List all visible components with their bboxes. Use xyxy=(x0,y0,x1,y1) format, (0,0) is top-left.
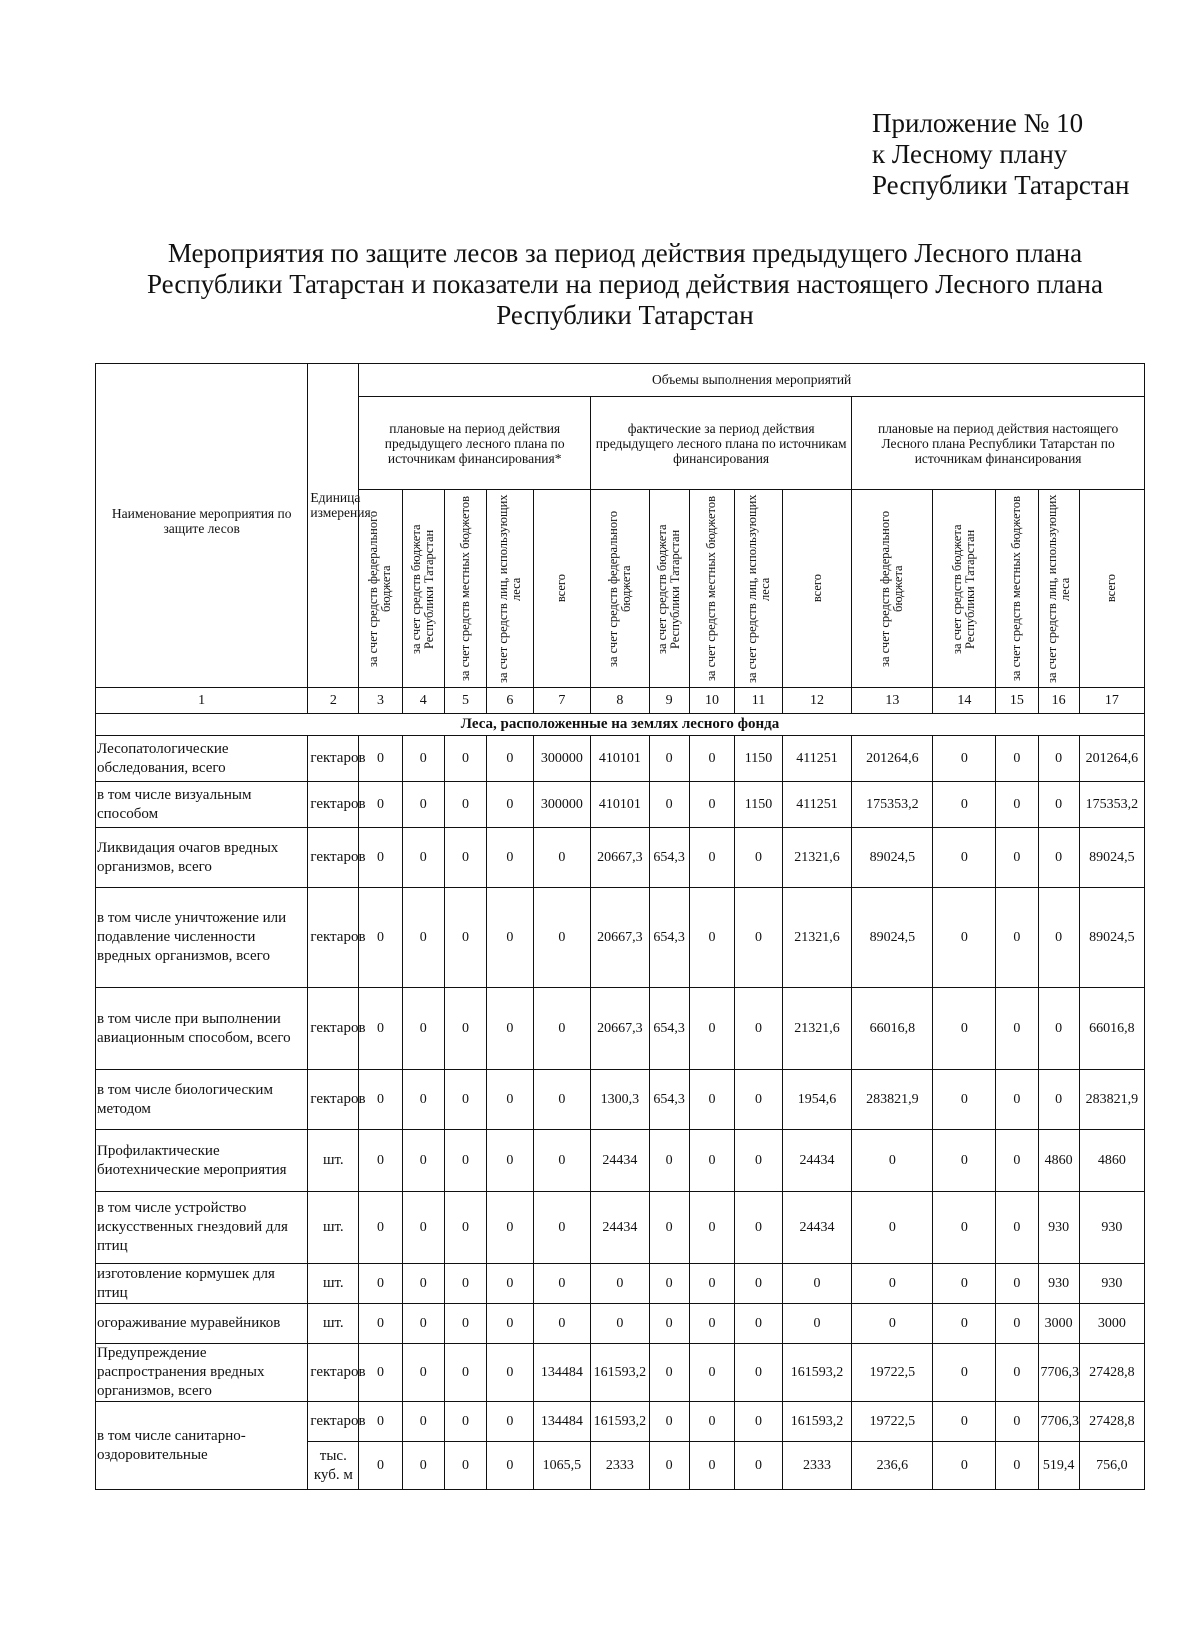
value-cell-col-17: 175353,2 xyxy=(1079,782,1144,828)
column-number: 16 xyxy=(1038,688,1079,714)
value-cell-col-6: 0 xyxy=(487,1070,534,1130)
value-cell-col-13: 201264,6 xyxy=(852,736,933,782)
value-cell-col-3: 0 xyxy=(359,1130,402,1192)
value-cell-col-7: 0 xyxy=(533,1070,590,1130)
column-number: 6 xyxy=(487,688,534,714)
unit-cell: гектаров xyxy=(308,828,359,888)
value-cell-col-7: 0 xyxy=(533,1264,590,1304)
value-cell-col-10: 0 xyxy=(689,1192,735,1264)
value-cell-col-8: 20667,3 xyxy=(591,828,650,888)
header-group-actual-prev: фактические за период действия предыдущего лесного плана по источникам финансирования xyxy=(591,397,852,490)
value-cell-col-16: 3000 xyxy=(1038,1304,1079,1344)
value-cell-col-15: 0 xyxy=(996,828,1038,888)
value-cell-col-7: 1065,5 xyxy=(533,1442,590,1490)
value-cell-col-5: 0 xyxy=(444,1344,486,1402)
value-cell-col-10: 0 xyxy=(689,988,735,1070)
value-cell-col-16: 930 xyxy=(1038,1264,1079,1304)
column-number: 9 xyxy=(649,688,689,714)
table-row xyxy=(96,888,1145,988)
value-cell-col-13: 0 xyxy=(852,1192,933,1264)
value-cell-col-8: 410101 xyxy=(591,736,650,782)
value-cell-col-7: 134484 xyxy=(533,1344,590,1402)
value-cell-col-14: 0 xyxy=(933,1070,996,1130)
value-cell-col-14: 0 xyxy=(933,1192,996,1264)
activity-name: в том числе устройство искусственных гнездовий для птиц xyxy=(96,1192,308,1264)
value-cell-col-12: 24434 xyxy=(782,1192,851,1264)
value-cell-col-6: 0 xyxy=(487,1304,534,1344)
unit-cell: тыс. куб. м xyxy=(308,1442,359,1490)
value-cell-col-14: 0 xyxy=(933,782,996,828)
value-cell-col-15: 0 xyxy=(996,1402,1038,1442)
column-number: 17 xyxy=(1079,688,1144,714)
value-cell-col-10: 0 xyxy=(689,1402,735,1442)
value-cell-col-12: 411251 xyxy=(782,782,851,828)
header-unit: Единица измерения xyxy=(308,364,359,688)
activity-name: Предупреждение распространения вредных организмов, всего xyxy=(96,1344,308,1402)
value-cell-col-12: 24434 xyxy=(782,1130,851,1192)
header-sub-col-12 xyxy=(782,490,851,688)
value-cell-col-15: 0 xyxy=(996,1344,1038,1402)
value-cell-col-4: 0 xyxy=(402,1442,444,1490)
header-sub-col-3 xyxy=(359,490,402,688)
header-sub-label: всего xyxy=(809,574,824,603)
value-cell-col-9: 0 xyxy=(649,1130,689,1192)
value-cell-col-13: 0 xyxy=(852,1264,933,1304)
header-sub-label: за счет средств лиц, использующих леса xyxy=(1044,494,1072,683)
value-cell-col-9: 0 xyxy=(649,1304,689,1344)
value-cell-col-13: 19722,5 xyxy=(852,1402,933,1442)
unit-cell: гектаров xyxy=(308,736,359,782)
value-cell-col-5: 0 xyxy=(444,1402,486,1442)
value-cell-col-7: 300000 xyxy=(533,782,590,828)
header-sub-label: за счет средств местных бюджетов xyxy=(457,495,472,682)
value-cell-col-17: 3000 xyxy=(1079,1304,1144,1344)
value-cell-col-11: 0 xyxy=(735,1344,783,1402)
forest-protection-table xyxy=(95,363,1145,1490)
value-cell-col-10: 0 xyxy=(689,736,735,782)
value-cell-col-14: 0 xyxy=(933,1344,996,1402)
value-cell-col-4: 0 xyxy=(402,1304,444,1344)
value-cell-col-13: 283821,9 xyxy=(852,1070,933,1130)
value-cell-col-12: 161593,2 xyxy=(782,1402,851,1442)
value-cell-col-11: 0 xyxy=(735,1264,783,1304)
value-cell-col-16: 519,4 xyxy=(1038,1442,1079,1490)
activity-name: Лесопатологические обследования, всего xyxy=(96,736,308,782)
value-cell-col-15: 0 xyxy=(996,1264,1038,1304)
header-sub-label: всего xyxy=(554,574,569,603)
table-row xyxy=(96,1402,1145,1442)
value-cell-col-6: 0 xyxy=(487,828,534,888)
value-cell-col-13: 89024,5 xyxy=(852,828,933,888)
value-cell-col-17: 89024,5 xyxy=(1079,828,1144,888)
value-cell-col-6: 0 xyxy=(487,1442,534,1490)
value-cell-col-16: 0 xyxy=(1038,1070,1079,1130)
value-cell-col-6: 0 xyxy=(487,1344,534,1402)
header-sub-col-17 xyxy=(1079,490,1144,688)
value-cell-col-11: 0 xyxy=(735,988,783,1070)
table-row xyxy=(96,828,1145,888)
value-cell-col-11: 0 xyxy=(735,1402,783,1442)
value-cell-col-13: 66016,8 xyxy=(852,988,933,1070)
value-cell-col-15: 0 xyxy=(996,1070,1038,1130)
unit-cell: гектаров xyxy=(308,1344,359,1402)
value-cell-col-12: 21321,6 xyxy=(782,888,851,988)
header-sub-label: за счет средств федерального бюджета xyxy=(605,510,633,667)
value-cell-col-9: 654,3 xyxy=(649,1070,689,1130)
value-cell-col-3: 0 xyxy=(359,782,402,828)
value-cell-col-7: 134484 xyxy=(533,1402,590,1442)
header-volumes: Объемы выполнения мероприятий xyxy=(359,364,1145,397)
table-row xyxy=(96,988,1145,1070)
value-cell-col-3: 0 xyxy=(359,1070,402,1130)
value-cell-col-7: 0 xyxy=(533,1130,590,1192)
value-cell-col-7: 0 xyxy=(533,1192,590,1264)
unit-cell: шт. xyxy=(308,1304,359,1344)
header-sub-col-9 xyxy=(649,490,689,688)
value-cell-col-5: 0 xyxy=(444,782,486,828)
header-sub-col-15 xyxy=(996,490,1038,688)
value-cell-col-9: 0 xyxy=(649,1192,689,1264)
column-number: 7 xyxy=(533,688,590,714)
value-cell-col-17: 27428,8 xyxy=(1079,1344,1144,1402)
value-cell-col-9: 0 xyxy=(649,736,689,782)
value-cell-col-10: 0 xyxy=(689,782,735,828)
value-cell-col-16: 0 xyxy=(1038,988,1079,1070)
value-cell-col-13: 19722,5 xyxy=(852,1344,933,1402)
value-cell-col-8: 24434 xyxy=(591,1130,650,1192)
header-group-planned-current: плановые на период действия настоящего Лесного плана Республики Татарстан по источникам финансирования xyxy=(852,397,1145,490)
value-cell-col-6: 0 xyxy=(487,888,534,988)
header-sub-col-4 xyxy=(402,490,444,688)
value-cell-col-16: 0 xyxy=(1038,828,1079,888)
column-number: 3 xyxy=(359,688,402,714)
value-cell-col-17: 27428,8 xyxy=(1079,1402,1144,1442)
value-cell-col-16: 7706,3 xyxy=(1038,1344,1079,1402)
appendix-line-1: Приложение № 10 xyxy=(872,108,1084,138)
value-cell-col-7: 0 xyxy=(533,1304,590,1344)
table-row xyxy=(96,1344,1145,1402)
activity-name: в том числе биологическим методом xyxy=(96,1070,308,1130)
header-sub-col-6 xyxy=(487,490,534,688)
value-cell-col-16: 7706,3 xyxy=(1038,1402,1079,1442)
value-cell-col-8: 24434 xyxy=(591,1192,650,1264)
header-sub-col-10 xyxy=(689,490,735,688)
unit-cell: гектаров xyxy=(308,1402,359,1442)
column-number: 15 xyxy=(996,688,1038,714)
value-cell-col-15: 0 xyxy=(996,1304,1038,1344)
value-cell-col-14: 0 xyxy=(933,888,996,988)
unit-cell: гектаров xyxy=(308,988,359,1070)
table-row xyxy=(96,1264,1145,1304)
header-sub-label: всего xyxy=(1104,574,1119,603)
value-cell-col-14: 0 xyxy=(933,1304,996,1344)
value-cell-col-5: 0 xyxy=(444,1304,486,1344)
value-cell-col-3: 0 xyxy=(359,1344,402,1402)
value-cell-col-8: 161593,2 xyxy=(591,1402,650,1442)
value-cell-col-11: 0 xyxy=(735,828,783,888)
header-sub-label: за счет средств бюджета Республики Татарстан xyxy=(655,523,683,654)
unit-cell: шт. xyxy=(308,1192,359,1264)
value-cell-col-3: 0 xyxy=(359,736,402,782)
value-cell-col-9: 0 xyxy=(649,782,689,828)
header-sub-col-5 xyxy=(444,490,486,688)
table-row xyxy=(96,736,1145,782)
column-number: 10 xyxy=(689,688,735,714)
activity-name: в том числе визуальным способом xyxy=(96,782,308,828)
header-sub-col-16 xyxy=(1038,490,1079,688)
section-header: Леса, расположенные на землях лесного фонда xyxy=(96,714,1145,736)
value-cell-col-17: 89024,5 xyxy=(1079,888,1144,988)
value-cell-col-17: 930 xyxy=(1079,1192,1144,1264)
value-cell-col-10: 0 xyxy=(689,1304,735,1344)
value-cell-col-9: 654,3 xyxy=(649,828,689,888)
value-cell-col-7: 0 xyxy=(533,888,590,988)
activity-name: огораживание муравейников xyxy=(96,1304,308,1344)
activity-name: Ликвидация очагов вредных организмов, всего xyxy=(96,828,308,888)
value-cell-col-14: 0 xyxy=(933,1442,996,1490)
value-cell-col-6: 0 xyxy=(487,1192,534,1264)
value-cell-col-17: 756,0 xyxy=(1079,1442,1144,1490)
value-cell-col-15: 0 xyxy=(996,1192,1038,1264)
value-cell-col-13: 236,6 xyxy=(852,1442,933,1490)
value-cell-col-8: 20667,3 xyxy=(591,988,650,1070)
unit-cell: гектаров xyxy=(308,1070,359,1130)
document-title xyxy=(90,238,1160,331)
header-sub-col-8 xyxy=(591,490,650,688)
value-cell-col-15: 0 xyxy=(996,988,1038,1070)
value-cell-col-15: 0 xyxy=(996,736,1038,782)
title-line-2: Республики Татарстан и показатели на период действия настоящего Лесного плана xyxy=(147,269,1103,299)
value-cell-col-14: 0 xyxy=(933,828,996,888)
activity-name: в том числе уничтожение или подавление численности вредных организмов, всего xyxy=(96,888,308,988)
title-line-1: Мероприятия по защите лесов за период действия предыдущего Лесного плана xyxy=(167,238,1083,268)
value-cell-col-11: 1150 xyxy=(735,782,783,828)
value-cell-col-10: 0 xyxy=(689,828,735,888)
value-cell-col-13: 0 xyxy=(852,1130,933,1192)
value-cell-col-10: 0 xyxy=(689,888,735,988)
unit-cell: гектаров xyxy=(308,782,359,828)
value-cell-col-4: 0 xyxy=(402,1264,444,1304)
value-cell-col-14: 0 xyxy=(933,736,996,782)
value-cell-col-6: 0 xyxy=(487,988,534,1070)
column-number: 12 xyxy=(782,688,851,714)
value-cell-col-6: 0 xyxy=(487,1264,534,1304)
header-sub-label: за счет средств местных бюджетов xyxy=(1009,495,1024,682)
value-cell-col-17: 283821,9 xyxy=(1079,1070,1144,1130)
value-cell-col-16: 0 xyxy=(1038,888,1079,988)
value-cell-col-16: 4860 xyxy=(1038,1130,1079,1192)
value-cell-col-8: 1300,3 xyxy=(591,1070,650,1130)
value-cell-col-12: 2333 xyxy=(782,1442,851,1490)
column-number: 11 xyxy=(735,688,783,714)
table-row xyxy=(96,1130,1145,1192)
value-cell-col-4: 0 xyxy=(402,736,444,782)
column-number: 8 xyxy=(591,688,650,714)
activity-name: в том числе санитарно-оздоровительные xyxy=(96,1402,308,1490)
value-cell-col-8: 0 xyxy=(591,1264,650,1304)
value-cell-col-10: 0 xyxy=(689,1344,735,1402)
value-cell-col-14: 0 xyxy=(933,1402,996,1442)
table-row xyxy=(96,1304,1145,1344)
header-sub-label: за счет средств бюджета Республики Татарстан xyxy=(409,523,437,654)
value-cell-col-16: 0 xyxy=(1038,736,1079,782)
value-cell-col-3: 0 xyxy=(359,988,402,1070)
appendix-line-3: Республики Татарстан xyxy=(872,170,1130,200)
activity-name: Профилактические биотехнические мероприятия xyxy=(96,1130,308,1192)
column-number: 1 xyxy=(96,688,308,714)
value-cell-col-9: 0 xyxy=(649,1402,689,1442)
value-cell-col-11: 0 xyxy=(735,1304,783,1344)
header-sub-col-7 xyxy=(533,490,590,688)
header-sub-label: за счет средств федерального бюджета xyxy=(878,510,906,667)
value-cell-col-15: 0 xyxy=(996,888,1038,988)
value-cell-col-8: 410101 xyxy=(591,782,650,828)
value-cell-col-3: 0 xyxy=(359,1192,402,1264)
value-cell-col-7: 300000 xyxy=(533,736,590,782)
header-sub-label: за счет средств бюджета Республики Татарстан xyxy=(950,523,978,654)
value-cell-col-3: 0 xyxy=(359,1264,402,1304)
value-cell-col-7: 0 xyxy=(533,988,590,1070)
value-cell-col-13: 0 xyxy=(852,1304,933,1344)
value-cell-col-5: 0 xyxy=(444,1264,486,1304)
value-cell-col-11: 0 xyxy=(735,1130,783,1192)
value-cell-col-16: 0 xyxy=(1038,782,1079,828)
value-cell-col-12: 0 xyxy=(782,1304,851,1344)
value-cell-col-10: 0 xyxy=(689,1442,735,1490)
value-cell-col-4: 0 xyxy=(402,1192,444,1264)
value-cell-col-3: 0 xyxy=(359,1402,402,1442)
value-cell-col-10: 0 xyxy=(689,1070,735,1130)
value-cell-col-5: 0 xyxy=(444,988,486,1070)
value-cell-col-14: 0 xyxy=(933,1130,996,1192)
value-cell-col-17: 66016,8 xyxy=(1079,988,1144,1070)
value-cell-col-14: 0 xyxy=(933,1264,996,1304)
value-cell-col-6: 0 xyxy=(487,736,534,782)
value-cell-col-5: 0 xyxy=(444,888,486,988)
unit-cell: гектаров xyxy=(308,888,359,988)
value-cell-col-5: 0 xyxy=(444,1130,486,1192)
value-cell-col-11: 0 xyxy=(735,1070,783,1130)
unit-cell: шт. xyxy=(308,1264,359,1304)
header-sub-label: за счет средств местных бюджетов xyxy=(704,495,719,682)
value-cell-col-5: 0 xyxy=(444,1192,486,1264)
column-number: 2 xyxy=(308,688,359,714)
header-name: Наименование мероприятия по защите лесов xyxy=(96,364,308,688)
value-cell-col-3: 0 xyxy=(359,888,402,988)
appendix-label xyxy=(872,108,1129,201)
value-cell-col-9: 0 xyxy=(649,1344,689,1402)
value-cell-col-17: 201264,6 xyxy=(1079,736,1144,782)
header-sub-col-14 xyxy=(933,490,996,688)
value-cell-col-10: 0 xyxy=(689,1264,735,1304)
value-cell-col-9: 0 xyxy=(649,1264,689,1304)
value-cell-col-8: 0 xyxy=(591,1304,650,1344)
value-cell-col-5: 0 xyxy=(444,1442,486,1490)
table-row xyxy=(96,782,1145,828)
value-cell-col-4: 0 xyxy=(402,988,444,1070)
header-sub-col-13 xyxy=(852,490,933,688)
header-sub-label: за счет средств федерального бюджета xyxy=(366,510,394,667)
value-cell-col-12: 161593,2 xyxy=(782,1344,851,1402)
table-row xyxy=(96,1192,1145,1264)
activity-name: в том числе при выполнении авиационным способом, всего xyxy=(96,988,308,1070)
column-number: 13 xyxy=(852,688,933,714)
value-cell-col-8: 2333 xyxy=(591,1442,650,1490)
value-cell-col-6: 0 xyxy=(487,1402,534,1442)
value-cell-col-6: 0 xyxy=(487,1130,534,1192)
value-cell-col-12: 1954,6 xyxy=(782,1070,851,1130)
value-cell-col-6: 0 xyxy=(487,782,534,828)
value-cell-col-15: 0 xyxy=(996,1442,1038,1490)
value-cell-col-8: 161593,2 xyxy=(591,1344,650,1402)
table-row xyxy=(96,1070,1145,1130)
column-number: 4 xyxy=(402,688,444,714)
value-cell-col-7: 0 xyxy=(533,828,590,888)
value-cell-col-17: 4860 xyxy=(1079,1130,1144,1192)
value-cell-col-3: 0 xyxy=(359,828,402,888)
value-cell-col-11: 0 xyxy=(735,1442,783,1490)
value-cell-col-11: 1150 xyxy=(735,736,783,782)
column-number: 5 xyxy=(444,688,486,714)
value-cell-col-17: 930 xyxy=(1079,1264,1144,1304)
value-cell-col-5: 0 xyxy=(444,828,486,888)
value-cell-col-13: 175353,2 xyxy=(852,782,933,828)
value-cell-col-15: 0 xyxy=(996,1130,1038,1192)
title-line-3: Республики Татарстан xyxy=(496,300,754,330)
value-cell-col-12: 411251 xyxy=(782,736,851,782)
value-cell-col-3: 0 xyxy=(359,1442,402,1490)
value-cell-col-11: 0 xyxy=(735,1192,783,1264)
value-cell-col-14: 0 xyxy=(933,988,996,1070)
header-sub-label: за счет средств лиц, использующих леса xyxy=(495,494,523,683)
value-cell-col-4: 0 xyxy=(402,782,444,828)
value-cell-col-16: 930 xyxy=(1038,1192,1079,1264)
value-cell-col-10: 0 xyxy=(689,1130,735,1192)
header-sub-label: за счет средств лиц, использующих леса xyxy=(744,494,772,683)
value-cell-col-12: 21321,6 xyxy=(782,988,851,1070)
value-cell-col-11: 0 xyxy=(735,888,783,988)
value-cell-col-13: 89024,5 xyxy=(852,888,933,988)
value-cell-col-5: 0 xyxy=(444,736,486,782)
value-cell-col-15: 0 xyxy=(996,782,1038,828)
unit-cell: шт. xyxy=(308,1130,359,1192)
value-cell-col-4: 0 xyxy=(402,1070,444,1130)
column-number: 14 xyxy=(933,688,996,714)
value-cell-col-3: 0 xyxy=(359,1304,402,1344)
activity-name: изготовление кормушек для птиц xyxy=(96,1264,308,1304)
value-cell-col-4: 0 xyxy=(402,1344,444,1402)
value-cell-col-4: 0 xyxy=(402,888,444,988)
value-cell-col-9: 0 xyxy=(649,1442,689,1490)
value-cell-col-4: 0 xyxy=(402,1402,444,1442)
value-cell-col-8: 20667,3 xyxy=(591,888,650,988)
value-cell-col-9: 654,3 xyxy=(649,988,689,1070)
appendix-line-2: к Лесному плану xyxy=(872,139,1068,169)
value-cell-col-12: 21321,6 xyxy=(782,828,851,888)
value-cell-col-5: 0 xyxy=(444,1070,486,1130)
header-group-planned-prev: плановые на период действия предыдущего лесного плана по источникам финансирования* xyxy=(359,397,591,490)
value-cell-col-12: 0 xyxy=(782,1264,851,1304)
value-cell-col-4: 0 xyxy=(402,1130,444,1192)
header-sub-col-11 xyxy=(735,490,783,688)
value-cell-col-4: 0 xyxy=(402,828,444,888)
value-cell-col-9: 654,3 xyxy=(649,888,689,988)
